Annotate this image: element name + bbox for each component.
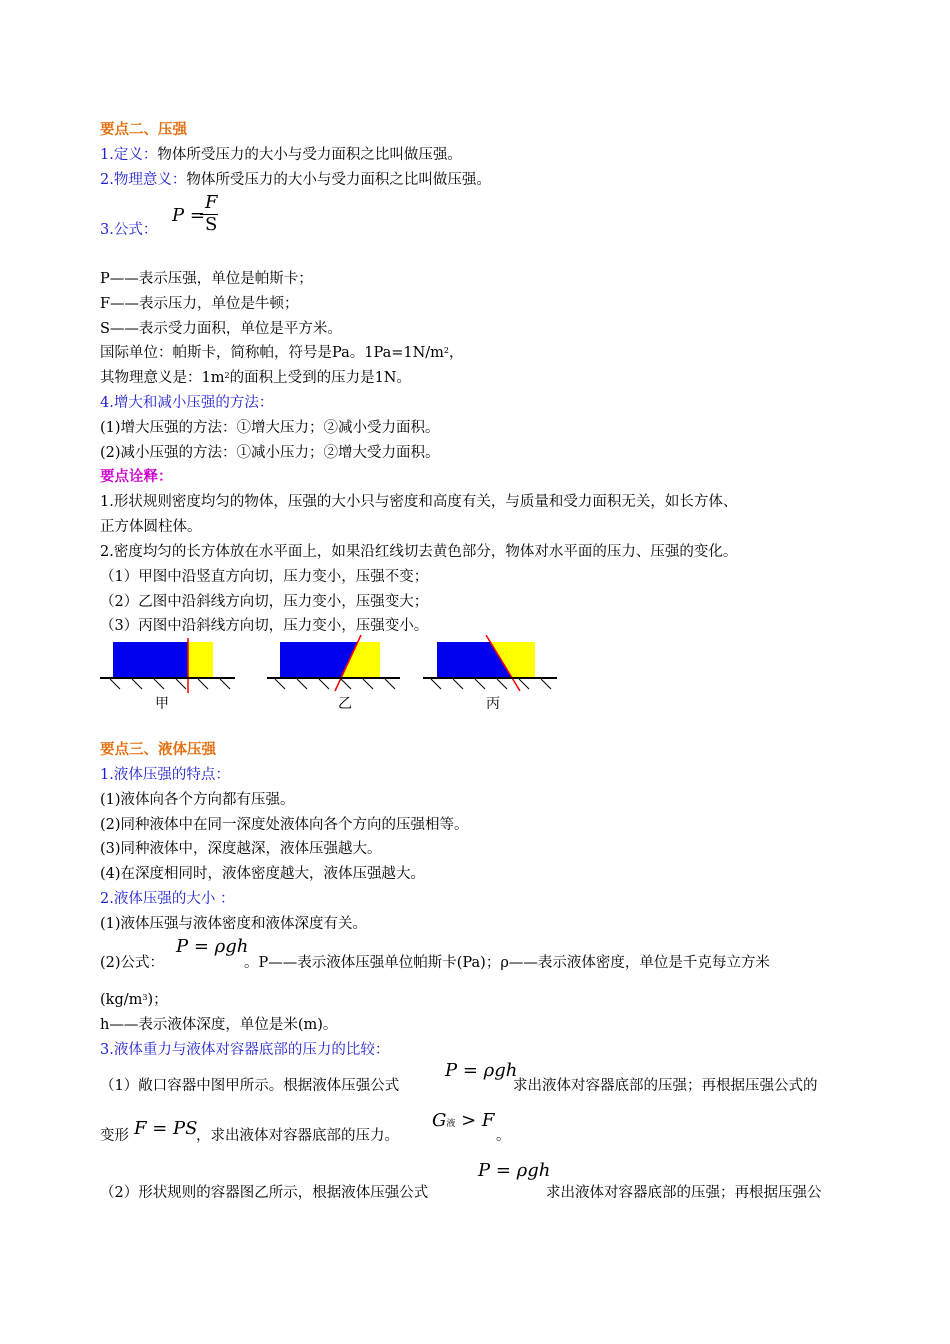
physical-meaning-label: 2.物理意义： xyxy=(100,172,187,188)
block-blue xyxy=(113,642,188,678)
compare-title: 3.液体重力与液体对容器底部的压力的比较： xyxy=(100,1042,390,1058)
feature-2: (2)同种液体中在同一深度处液体向各个方向的压强相等。 xyxy=(100,817,469,833)
compare-1-formula: P = ρgh xyxy=(445,1060,518,1081)
features-title: 1.液体压强的特点： xyxy=(100,767,230,783)
figure-label-yi: 乙 xyxy=(338,696,352,712)
definition-line xyxy=(100,146,462,164)
physical-sense-b: 的面积上受到的压力是1N。 xyxy=(229,370,411,386)
compare-1b: 求出液体对容器底部的压强；再根据压强公式的 xyxy=(513,1078,818,1094)
unit-a: (kg/m xyxy=(100,992,143,1008)
ineq-rest: > F xyxy=(455,1110,495,1131)
cutting-figure-svg xyxy=(95,635,565,695)
formula-numerator: F xyxy=(205,192,218,213)
size-3: h——表示液体深度，单位是米(m)。 xyxy=(100,1017,338,1033)
size-title: 2.液体压强的大小 ： xyxy=(100,891,235,907)
compare-1d: ，求出液体对容器底部的压力。 xyxy=(196,1128,399,1144)
compare-2-formula: P = ρgh xyxy=(478,1160,551,1181)
notes-title: 要点诠释： xyxy=(100,468,173,485)
note-2: 2.密度均匀的长方体放在水平面上，如果沿红线切去黄色部分，物体对水平面的压力、压强的变化。 xyxy=(100,544,738,560)
section-title-pressure: 要点二、压强 xyxy=(100,121,187,138)
case-1: （1）甲图中沿竖直方向切，压力变小，压强不变； xyxy=(100,569,429,585)
note-1b: 正方体圆柱体。 xyxy=(100,519,202,535)
section-title-liquid-pressure: 要点三、液体压强 xyxy=(100,741,216,758)
si-unit-tail: ， xyxy=(449,345,464,361)
feature-3: (3)同种液体中，深度越深，液体压强越大。 xyxy=(100,841,382,857)
figure-label-bing: 丙 xyxy=(486,696,500,712)
physical-sense-sup: 2 xyxy=(224,371,230,380)
ineq-g: G xyxy=(432,1110,447,1131)
feature-4: (4)在深度相同时，液体密度越大，液体压强越大。 xyxy=(100,866,426,882)
block-yellow xyxy=(188,642,213,678)
note-1a: 1.形状规则密度均匀的物体，压强的大小只与密度和高度有关，与质量和受力面积无关，如长方体、 xyxy=(100,494,738,510)
compare-2a: （2）形状规则的容器图乙所示，根据液体压强公式 xyxy=(100,1185,429,1201)
methods-title: 4.增大和减小压强的方法： xyxy=(100,395,274,411)
formula-pgh: P = ρgh xyxy=(176,936,249,957)
unit-sup: 3 xyxy=(142,993,148,1002)
definition-f: F——表示压力，单位是牛顿； xyxy=(100,296,299,312)
formula-label: 3.公式： xyxy=(100,222,158,238)
physical-meaning-text: 物体所受压力的大小与受力面积之比叫做压强。 xyxy=(186,172,491,188)
physical-sense-a: 其物理意义是：1m xyxy=(100,370,225,386)
ineq-sub: 液 xyxy=(446,1119,456,1129)
method-increase: (1)增大压强的方法：①增大压力；②减小受力面积。 xyxy=(100,420,440,436)
figure-yi xyxy=(267,635,400,691)
size-2-label: (2)公式： xyxy=(100,955,165,971)
physical-meaning-line xyxy=(100,171,491,189)
compare-2b: 求出液体对容器底部的压强；再根据压强公 xyxy=(546,1185,822,1201)
formula-lhs: P = xyxy=(172,205,205,226)
compare-1-inequality xyxy=(432,1110,494,1131)
si-unit-text: 国际单位：帕斯卡，简称帕，符号是Pa。1Pa=1N/m xyxy=(100,345,444,361)
case-3: （3）丙图中沿斜线方向切，压力变小，压强变小。 xyxy=(100,618,429,634)
size-1: (1)液体压强与液体密度和液体深度有关。 xyxy=(100,916,368,932)
definition-text: 物体所受压力的大小与受力面积之比叫做压强。 xyxy=(157,147,462,163)
definition-label: 1.定义： xyxy=(100,147,158,163)
figure-bing xyxy=(423,635,557,691)
formula-denominator: S xyxy=(205,214,218,235)
compare-1c: 变形 xyxy=(100,1128,129,1144)
case-2: （2）乙图中沿斜线方向切，压力变小，压强变大； xyxy=(100,594,429,610)
si-unit-sup: 2 xyxy=(443,346,450,355)
definition-s: S——表示受力面积，单位是平方米。 xyxy=(100,321,342,337)
size-2-text: 。P——表示液体压强单位帕斯卡(Pa)；ρ——表示液体密度，单位是千克每立方米 xyxy=(244,955,770,971)
compare-1-formula2: F = PS xyxy=(134,1118,198,1139)
figure-label-jia: 甲 xyxy=(155,696,169,712)
size-2-unit xyxy=(100,991,168,1009)
definition-p: P——表示压强，单位是帕斯卡； xyxy=(100,271,313,287)
unit-b: )； xyxy=(147,992,168,1008)
feature-1: (1)液体向各个方向都有压强。 xyxy=(100,792,295,808)
physical-sense-line xyxy=(100,369,411,387)
compare-1a: （1）敞口容器中图甲所示。根据液体压强公式 xyxy=(100,1078,400,1094)
method-decrease: (2)减小压强的方法：①减小压力；②增大受力面积。 xyxy=(100,445,440,461)
compare-1e: 。 xyxy=(496,1128,511,1144)
si-unit-line xyxy=(100,344,464,362)
figure-jia xyxy=(100,638,235,693)
cutting-figure xyxy=(95,635,565,715)
